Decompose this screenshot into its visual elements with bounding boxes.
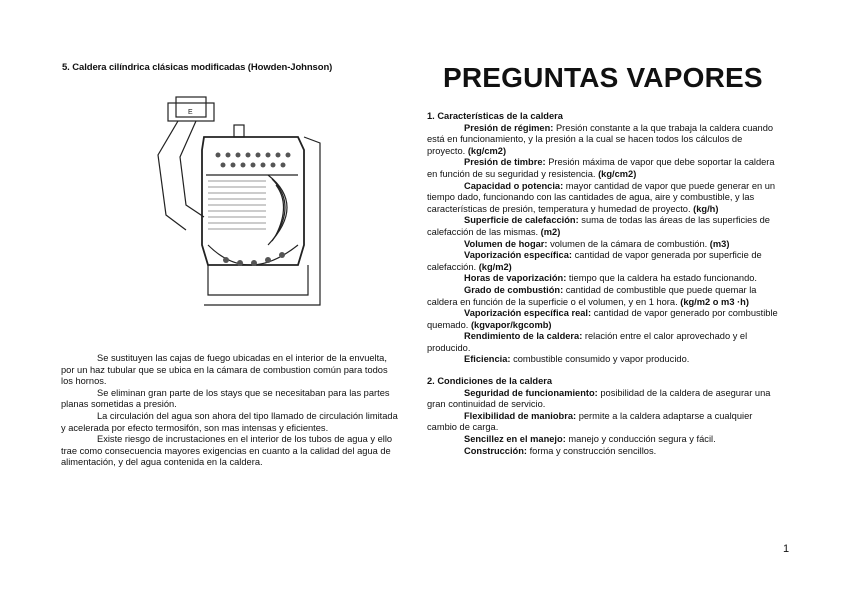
- definition-entry: [427, 354, 783, 366]
- term: Vaporización específica:: [464, 250, 572, 261]
- unit: (kg/h): [690, 203, 719, 214]
- definition-entry: [427, 388, 783, 411]
- description: mayor cantidad de vapor que puede generar en un tiempo dado, funcionando con las cantidades de agua, aire y combustible, y las características de presión, temperatura y humedad de proyecto.: [427, 180, 776, 214]
- unit: (m3): [707, 238, 730, 249]
- description: volumen de la cámara de combustión.: [547, 238, 708, 249]
- section-heading: 2. Condiciones de la caldera: [427, 376, 553, 387]
- definition-entry: [427, 181, 783, 216]
- term: Vaporización específica real:: [464, 308, 592, 319]
- paragraph: Se eliminan gran parte de los stays que se necesitaban para las partes planas sometidas a presión.: [61, 387, 390, 410]
- description: manejo y conducción segura y fácil.: [565, 434, 716, 445]
- term: Seguridad de funcionamiento:: [464, 387, 598, 398]
- term: Rendimiento de la caldera:: [464, 331, 583, 342]
- questions-column: [427, 111, 783, 457]
- description: cantidad de combustible que puede quemar la caldera en función de la superficie o el volumen, y en 1 hora.: [427, 284, 757, 307]
- boiler-diagram: [148, 95, 338, 315]
- definition-entry: [427, 331, 783, 354]
- term: Horas de vaporización:: [464, 273, 567, 284]
- term: Presión de régimen:: [464, 122, 554, 133]
- unit: (kg/m2 o m3 ·h): [677, 296, 749, 307]
- description: permite a la caldera adaptarse a cualquier cambio de carga.: [427, 410, 753, 433]
- unit: (kg/m2): [476, 261, 512, 272]
- left-body-text: [61, 353, 401, 469]
- term: Grado de combustión:: [464, 284, 564, 295]
- definition-entry: [427, 446, 783, 458]
- definition-entry: [427, 157, 783, 180]
- term: Volumen de hogar:: [464, 238, 548, 249]
- page-number: 1: [783, 543, 790, 555]
- paragraph: Existe riesgo de incrustaciones en el interior de los tubos de agua y ello trae como consecuencia mayores exigencias en cuanto a la calidad del agua de alimentación, y del agua contenida en la caldera.: [61, 434, 393, 468]
- definition-entry: [427, 434, 783, 446]
- definition-entry: [427, 273, 783, 285]
- unit: (kgvapor/kgcomb): [468, 319, 552, 330]
- description: suma de todas las áreas de las superficies de calefacción de las mismas.: [427, 215, 770, 237]
- term: Eficiencia:: [464, 354, 511, 365]
- paragraph: Se sustituyen las cajas de fuego ubicadas en el interior de la envuelta, por un haz tubular que se ubica en la cámara de combustion común para todos los hornos.: [61, 353, 388, 387]
- unit: (m2): [538, 226, 561, 237]
- term: Capacidad o potencia:: [464, 180, 564, 191]
- description: cantidad de vapor generada por superficie de calefacción.: [427, 250, 762, 272]
- term: Construcción:: [464, 445, 528, 456]
- term: Presión de timbre:: [464, 157, 546, 168]
- description: Presión máxima de vapor que debe soportar la caldera en función de su seguridad y resistencia.: [427, 157, 775, 179]
- page-title: PREGUNTAS VAPORES: [443, 62, 763, 93]
- definition-entry: [427, 215, 783, 238]
- unit: (kg/cm2): [595, 168, 637, 179]
- description: posibilidad de la caldera de asegurar una gran continuidad de servicio.: [427, 387, 771, 410]
- description: tiempo que la caldera ha estado funcionando.: [566, 273, 758, 284]
- term: Sencillez en el manejo:: [464, 434, 566, 445]
- term: Flexibilidad de maniobra:: [464, 410, 577, 421]
- description: forma y construcción sencillos.: [527, 445, 657, 456]
- description: relación entre el calor aprovechado y el producido.: [427, 331, 748, 353]
- figure-label: E: [188, 109, 193, 116]
- description: cantidad de vapor generado por combustible quemado.: [427, 308, 778, 330]
- definition-entry: [427, 308, 783, 331]
- definition-entry: [427, 285, 783, 308]
- section-heading: 1. Características de la caldera: [427, 111, 563, 121]
- figure-heading: 5. Caldera cilíndrica clásicas modificadas (Howden-Johnson): [62, 62, 333, 73]
- unit: (kg/cm2): [465, 145, 507, 156]
- description: Presión constante a la que trabaja la caldera cuando está en funcionamiento, y la presión a la cual se hacen todos los cálculos de proyecto.: [427, 122, 774, 156]
- paragraph: La circulación del agua son ahora del tipo llamado de circulación limitada y acelerada por efecto termosifón, son mas intensas y eficientes.: [61, 410, 398, 433]
- term: Superficie de calefacción:: [464, 215, 579, 226]
- definition-entry: [427, 123, 783, 158]
- description: combustible consumido y vapor producido.: [510, 354, 690, 365]
- definition-entry: [427, 411, 783, 434]
- definition-entry: [427, 250, 783, 273]
- definition-entry: [427, 239, 783, 251]
